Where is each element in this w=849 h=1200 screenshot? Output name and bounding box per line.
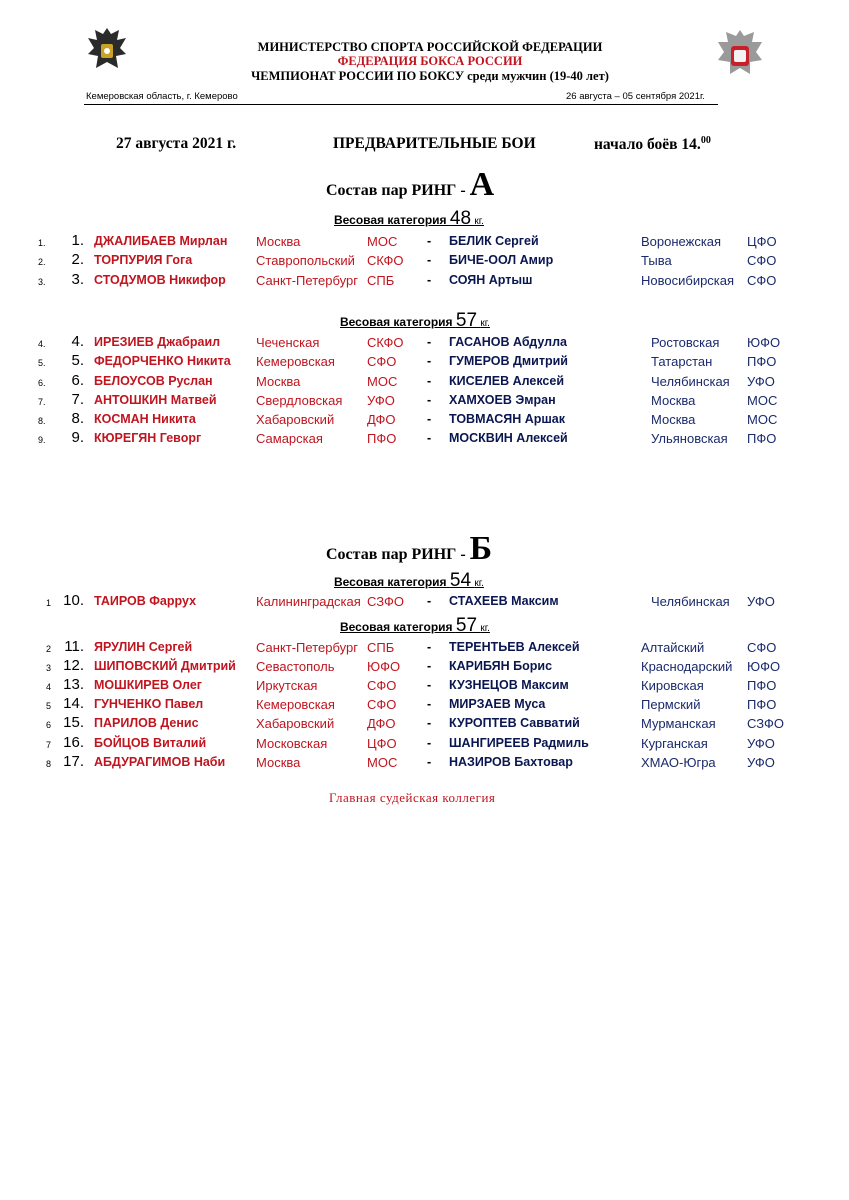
versus-dash: - (427, 755, 432, 769)
bout-number: 4. (71, 333, 84, 350)
blue-corner-boxer: КАРИБЯН Борис (449, 659, 553, 673)
blue-corner-district: МОС (747, 412, 778, 427)
bout-number: 1. (71, 232, 84, 249)
weight-category-value: 57 (455, 310, 478, 331)
weight-category-57-b (340, 615, 490, 637)
blue-corner-district: ЮФО (747, 335, 781, 350)
red-corner-boxer: МОШКИРЕВ Олег (94, 678, 202, 692)
blue-corner-region: Челябинская (651, 374, 730, 389)
blue-corner-district: УФО (747, 736, 775, 751)
versus-dash: - (427, 594, 432, 608)
red-corner-boxer: БЕЛОУСОВ Руслан (94, 374, 213, 388)
weight-category-54 (334, 570, 484, 592)
bout-number: 7. (71, 391, 84, 408)
blue-corner-region: Пермский (641, 697, 701, 712)
blue-corner-district: УФО (747, 374, 775, 389)
weight-category-unit: кг. (474, 578, 484, 589)
red-corner-region: Санкт-Петербург (256, 640, 358, 655)
blue-corner-boxer: КУРОПТЕВ Савватий (449, 716, 580, 730)
blue-corner-boxer: КУЗНЕЦОВ Максим (449, 678, 569, 692)
bout-row (0, 659, 849, 678)
ring-a-letter: А (469, 166, 495, 203)
bout-row (0, 755, 849, 774)
red-corner-region: Хабаровский (256, 716, 335, 731)
stage-title: ПРЕДВАРИТЕЛЬНЫЕ БОИ (333, 135, 536, 152)
weight-category-label: Весовая категория (334, 213, 447, 227)
red-corner-district: ЦФО (367, 736, 397, 751)
red-corner-region: Севастополь (256, 659, 335, 674)
row-index: 1 (46, 598, 52, 608)
row-index: 7. (38, 397, 46, 407)
row-index: 4. (38, 339, 46, 349)
blue-corner-region: Челябинская (651, 594, 730, 609)
row-index: 8 (46, 759, 52, 769)
weight-category-unit: кг. (480, 318, 490, 329)
bout-number: 5. (71, 352, 84, 369)
row-index: 9. (38, 435, 46, 445)
blue-corner-district: ПФО (747, 697, 777, 712)
versus-dash: - (427, 736, 432, 750)
versus-dash: - (427, 374, 432, 388)
blue-corner-region: Новосибирская (641, 273, 735, 288)
red-corner-district: СФО (367, 678, 397, 693)
bout-row (0, 736, 849, 755)
blue-corner-boxer: СТАХЕЕВ Максим (449, 594, 559, 608)
ring-b-label: Состав пар РИНГ - (326, 546, 466, 563)
blue-corner-boxer: ШАНГИРЕЕВ Радмиль (449, 736, 589, 750)
red-corner-district: СФО (367, 697, 397, 712)
weight-category-label: Весовая категория (334, 575, 447, 589)
bout-number: 15. (63, 714, 84, 731)
blue-corner-boxer: БЕЛИК Сергей (449, 234, 539, 248)
fight-date: 27 августа 2021 г. (116, 135, 237, 152)
red-corner-district: СКФО (367, 335, 404, 350)
weight-category-unit: кг. (474, 216, 484, 227)
blue-corner-district: МОС (747, 393, 778, 408)
event-location: Кемеровская область, г. Кемерово (86, 91, 238, 102)
red-corner-region: Свердловская (256, 393, 343, 408)
red-corner-region: Кемеровская (256, 354, 335, 369)
blue-corner-boxer: НАЗИРОВ Бахтовар (449, 755, 573, 769)
blue-corner-region: Курганская (641, 736, 708, 751)
red-corner-boxer: КОСМАН Никита (94, 412, 196, 426)
red-corner-district: СКФО (367, 253, 404, 268)
red-corner-district: ЮФО (367, 659, 401, 674)
bout-row (0, 374, 849, 393)
blue-corner-boxer: ГУМЕРОВ Дмитрий (449, 354, 568, 368)
weight-category-57 (340, 310, 490, 332)
blue-corner-boxer: ХАМХОЕВ Эмран (449, 393, 556, 407)
bout-number: 12. (63, 657, 84, 674)
versus-dash: - (427, 412, 432, 426)
row-index: 5 (46, 701, 52, 711)
blue-corner-district: ЮФО (747, 659, 781, 674)
row-index: 8. (38, 416, 46, 426)
red-corner-region: Чеченская (256, 335, 320, 350)
bout-row (0, 273, 849, 292)
red-corner-region: Москва (256, 374, 301, 389)
blue-corner-district: УФО (747, 594, 775, 609)
blue-corner-region: Краснодарский (641, 659, 733, 674)
blue-corner-district: ПФО (747, 354, 777, 369)
blue-corner-region: Тыва (641, 253, 672, 268)
versus-dash: - (427, 253, 432, 267)
blue-corner-region: Воронежская (641, 234, 722, 249)
blue-corner-district: ЦФО (747, 234, 777, 249)
blue-corner-district: СФО (747, 253, 777, 268)
blue-corner-boxer: МИРЗАЕВ Муса (449, 697, 546, 711)
weight-category-label: Весовая категория (340, 620, 453, 634)
versus-dash: - (427, 678, 432, 692)
red-corner-boxer: ТОРПУРИЯ Гога (94, 253, 193, 267)
red-corner-region: Москва (256, 234, 301, 249)
blue-corner-district: СФО (747, 273, 777, 288)
red-corner-region: Москва (256, 755, 301, 770)
bout-number: 10. (63, 592, 84, 609)
ring-a-heading (326, 168, 494, 202)
blue-corner-region: Ростовская (651, 335, 720, 350)
start-time-minutes: 00 (700, 135, 711, 146)
red-corner-boxer: АБДУРАГИМОВ Наби (94, 755, 226, 769)
ring-b-heading (326, 532, 492, 566)
blue-corner-boxer: БИЧЕ-ООЛ Амир (449, 253, 554, 267)
federation-emblem-icon (712, 24, 768, 84)
versus-dash: - (427, 431, 432, 445)
versus-dash: - (427, 335, 432, 349)
blue-corner-boxer: КИСЕЛЕВ Алексей (449, 374, 565, 388)
start-time-label: начало боёв 14. (594, 136, 701, 154)
judges-panel-note: Главная судейская коллегия (329, 790, 496, 805)
weight-category-48 (334, 208, 484, 230)
bout-number: 16. (63, 734, 84, 751)
red-corner-district: СЗФО (367, 594, 404, 609)
bout-row (0, 234, 849, 253)
versus-dash: - (427, 354, 432, 368)
bout-number: 13. (63, 676, 84, 693)
bout-number: 14. (63, 695, 84, 712)
bout-row (0, 354, 849, 373)
row-index: 6 (46, 720, 52, 730)
red-corner-boxer: ФЕДОРЧЕНКО Никита (94, 354, 231, 368)
versus-dash: - (427, 716, 432, 730)
blue-corner-region: Ульяновская (651, 431, 728, 446)
bout-number: 2. (71, 251, 84, 268)
blue-corner-boxer: МОСКВИН Алексей (449, 431, 568, 445)
red-corner-boxer: ПАРИЛОВ Денис (94, 716, 199, 730)
championship-title: ЧЕМПИОНАТ РОССИИ ПО БОКСУ среди мужчин (19-40 лет) (251, 69, 609, 83)
row-index: 6. (38, 378, 46, 388)
bout-row (0, 697, 849, 716)
blue-corner-region: Кировская (641, 678, 704, 693)
red-corner-boxer: ГУНЧЕНКО Павел (94, 697, 204, 711)
red-corner-boxer: БОЙЦОВ Виталий (94, 736, 207, 750)
bout-number: 8. (71, 410, 84, 427)
red-corner-boxer: ШИПОВСКИЙ Дмитрий (94, 659, 236, 673)
ministry-title: МИНИСТЕРСТВО СПОРТА РОССИЙСКОЙ ФЕДЕРАЦИИ (257, 40, 603, 54)
blue-corner-region: Москва (651, 393, 696, 408)
blue-corner-boxer: ГАСАНОВ Абдулла (449, 335, 567, 349)
start-time (594, 135, 711, 154)
bout-row (0, 253, 849, 272)
red-corner-district: МОС (367, 234, 398, 249)
weight-category-unit: кг. (480, 623, 490, 634)
ministry-emblem-icon (84, 24, 130, 76)
blue-corner-boxer: ТОВМАСЯН Аршак (449, 412, 566, 426)
weight-category-value: 54 (449, 570, 472, 591)
red-corner-region: Кемеровская (256, 697, 335, 712)
red-corner-boxer: ДЖАЛИБАЕВ Мирлан (94, 234, 228, 248)
row-index: 7 (46, 740, 52, 750)
red-corner-district: МОС (367, 374, 398, 389)
weight-category-value: 48 (449, 208, 472, 229)
bout-number: 3. (71, 271, 84, 288)
bout-row (0, 594, 849, 613)
bout-row (0, 431, 849, 450)
versus-dash: - (427, 659, 432, 673)
versus-dash: - (427, 697, 432, 711)
blue-corner-region: Татарстан (651, 354, 713, 369)
red-corner-district: УФО (367, 393, 395, 408)
ring-a-label: Состав пар РИНГ - (326, 182, 466, 199)
bout-row (0, 412, 849, 431)
ring-b-letter: Б (469, 530, 493, 567)
event-dates: 26 августа – 05 сентября 2021г. (566, 91, 705, 102)
red-corner-region: Калининградская (256, 594, 361, 609)
blue-corner-district: СЗФО (747, 716, 784, 731)
red-corner-region: Ставропольский (256, 253, 355, 268)
bout-row (0, 716, 849, 735)
blue-corner-district: УФО (747, 755, 775, 770)
bout-row (0, 335, 849, 354)
red-corner-boxer: ЯРУЛИН Сергей (94, 640, 193, 654)
red-corner-district: ДФО (367, 716, 396, 731)
versus-dash: - (427, 273, 432, 287)
blue-corner-district: ПФО (747, 431, 777, 446)
bout-number: 17. (63, 753, 84, 770)
versus-dash: - (427, 393, 432, 407)
red-corner-district: ДФО (367, 412, 396, 427)
row-index: 2. (38, 257, 46, 267)
red-corner-district: ПФО (367, 431, 397, 446)
bout-row (0, 678, 849, 697)
red-corner-region: Московская (256, 736, 328, 751)
red-corner-boxer: ТАИРОВ Фаррух (94, 594, 197, 608)
versus-dash: - (427, 234, 432, 248)
row-index: 3 (46, 663, 52, 673)
red-corner-district: СПБ (367, 640, 395, 655)
blue-corner-boxer: СОЯН Артыш (449, 273, 533, 287)
row-index: 3. (38, 277, 46, 287)
blue-corner-district: ПФО (747, 678, 777, 693)
row-index: 2 (46, 644, 52, 654)
red-corner-boxer: ИРЕЗИЕВ Джабраил (94, 335, 221, 349)
red-corner-district: СПБ (367, 273, 395, 288)
red-corner-region: Санкт-Петербург (256, 273, 358, 288)
blue-corner-boxer: ТЕРЕНТЬЕВ Алексей (449, 640, 580, 654)
bout-row (0, 393, 849, 412)
weight-category-label: Весовая категория (340, 315, 453, 329)
federation-title: ФЕДЕРАЦИЯ БОКСА РОССИИ (337, 54, 523, 68)
bout-row (0, 640, 849, 659)
versus-dash: - (427, 640, 432, 654)
red-corner-boxer: АНТОШКИН Матвей (94, 393, 217, 407)
red-corner-boxer: КЮРЕГЯН Геворг (94, 431, 202, 445)
bout-number: 11. (64, 638, 84, 655)
row-index: 1. (38, 238, 46, 248)
blue-corner-region: Мурманская (641, 716, 716, 731)
blue-corner-region: ХМАО-Югра (641, 755, 716, 770)
red-corner-region: Иркутская (256, 678, 318, 693)
red-corner-boxer: СТОДУМОВ Никифор (94, 273, 226, 287)
row-index: 5. (38, 358, 46, 368)
blue-corner-region: Алтайский (641, 640, 705, 655)
header-divider (84, 104, 718, 105)
bout-number: 6. (71, 372, 84, 389)
red-corner-region: Самарская (256, 431, 323, 446)
bout-number: 9. (71, 429, 84, 446)
blue-corner-region: Москва (651, 412, 696, 427)
red-corner-district: МОС (367, 755, 398, 770)
weight-category-value: 57 (455, 615, 478, 636)
row-index: 4 (46, 682, 52, 692)
blue-corner-district: СФО (747, 640, 777, 655)
red-corner-region: Хабаровский (256, 412, 335, 427)
red-corner-district: СФО (367, 354, 397, 369)
